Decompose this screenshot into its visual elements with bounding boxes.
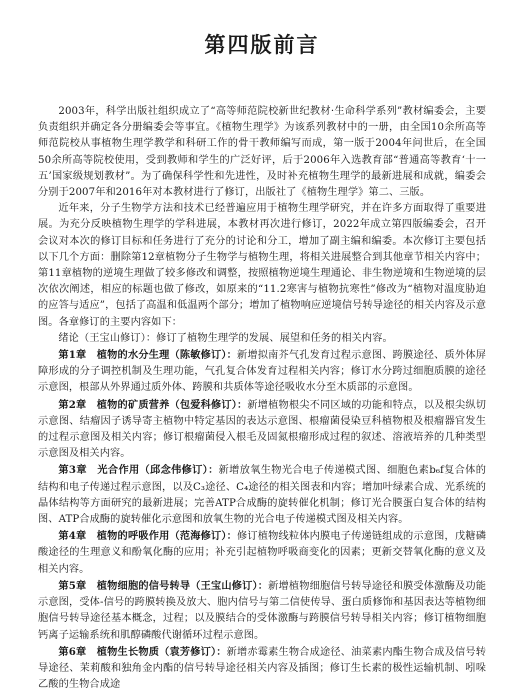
- chapter-label: 第2章 植物的矿质营养（包爱科修订）：: [58, 398, 248, 411]
- document-body: [38, 104, 486, 693]
- page-title: 第四版前言: [204, 33, 320, 57]
- chapter-entry: [38, 397, 486, 463]
- chapter-text: 修订植物线粒体内膜电子传递链组成的示意图，戊糖磷酸途径的生理意义和酚氧化酶的应用；补充引起植物呼吸商变化的因素；更新交替氧化酶的意义及相关内容。: [38, 531, 486, 575]
- chapter-label: 第4章 植物的呼吸作用（范海修订）：: [58, 530, 237, 543]
- chapter-entry: [38, 347, 486, 397]
- chapter-entry: [38, 462, 486, 528]
- chapter-entry: [38, 644, 486, 693]
- chapter-entry: [38, 578, 486, 644]
- paragraph: 2003年，科学出版社组织成立了“高等师范院校新世纪教材·生命科学系列”教材编委会，主要负责组织并确定各分册编委会等事宜。《植物生理学》为该系列教材中的一册，由全国10余所高等师范院校从事植物生理学教学和科研工作的骨干教师编写而成，第一版于2004年问世后，在全国50余所高等院校使用，受到教师和学生的广泛好评，后于2006年入选教育部“普通高等教育‘十一五’国家级规划教材”。为了确保科学性和先进性，及时补充植物生理学的最新进展和成就，编委会分别于2007年和2016年对本教材进行了修订，出版社了《植物生理学》第二、三版。: [38, 106, 486, 199]
- chapter-label: 第6章 植物生长物质（袁芳修订）：: [58, 645, 227, 658]
- chapter-label: 第3章 光合作用（邱念伟修订）：: [58, 464, 219, 477]
- chapter-text: 新增放氧生物光合电子传递模式图、细胞色素b₆f复合体的结构和电子传递过程示意图，以及C₃途径、C₄途径的相关图表和内容；增加叶绿素合成、光系统的晶体结构等方面研究的最新进展；完善ATP合成酶的旋转催化机制；修订光合膜蛋白复合体的结构图、ATP合成酶的旋转催化示意图和放氧生物的光合电子传递模式图及相关内容。: [38, 465, 486, 526]
- paragraph: 绪论（王宝山修订）：修订了植物生理学的发展、展望和任务的相关内容。: [58, 332, 393, 344]
- chapter-text: 新增植物根尖不同区域的功能和特点，以及根尖纵切示意图、结瘤因子诱导寄主植物中特定基因的表达示意图、根瘤菌侵染豆科植物根及根瘤器官发生的过程示意图及相关内容；修订根瘤菌侵入根毛及固氮根瘤形成过程的叙述、溶液培养的几种类型示意图及相关内容。: [38, 399, 486, 460]
- chapter-text: 新增拟南芥气孔发育过程示意图、跨膜途径、质外体屏障形成的分子调控机制及生理功能，气孔复合体发育过程相关内容；修订水分跨过细胞质膜的途径示意图，根部从外界通过质外体、跨膜和共质体等途径吸收水分至木质部的示意图。: [38, 350, 486, 394]
- chapter-label: 第5章 植物细胞的信号转导（王宝山修订）：: [58, 579, 269, 592]
- chapter-label: 第1章 植物的水分生理（陈敏修订）：: [58, 349, 237, 362]
- chapter-text: 新增赤霉素生物合成途径、油菜素内酯生物合成及信号转导途径、茉莉酸和独角金内酯的信号转导途径相关内容及插图；修订生长素的极性运输机制、吲哚乙酸的生物合成途: [38, 646, 487, 691]
- chapter-entry: [38, 528, 486, 578]
- paragraph: 近年来，分子生物学方法和技术已经普遍应用于植物生理学研究，并在许多方面取得了重要进展。为充分反映植物生理学的学科进展，本教材再次进行修订，2022年成立第四版编委会，召开会议对本次的修订目标和任务进行了充分的讨论和分工，增加了副主编和编委。本次修订主要包括以下几个方面：删除第12章植物分子生物学与植物生理，将相关进展整合到其他章节相关内容中；第11章植物的逆境生理做了较多修改和调整，按照植物逆境生理通论、非生物逆境和生物逆境的层次依次阐述，相应的标题也做了修改，如原来的“11.2寒害与植物抗寒性”修改为“植物对温度胁迫的应答与适应”，包括了高温和低温两个部分；增加了植物响应逆境信号转导途径的相关内容及示意图。各章修订的主要内容如下：: [38, 203, 486, 328]
- chapter-text: 新增植物细胞信号转导途径和膜受体激酶及功能示意图，受体-信号的跨膜转换及放大、胞内信号与第二信使传导、蛋白质修饰和基因表达等植物细胞信号转导途径基本概念，过程；以及膜结合的受体激酶与跨膜信号转导相关内容；修订植物细胞钙离子运输系统和肌醇磷酸代谢循环过程示意图。: [38, 580, 486, 641]
